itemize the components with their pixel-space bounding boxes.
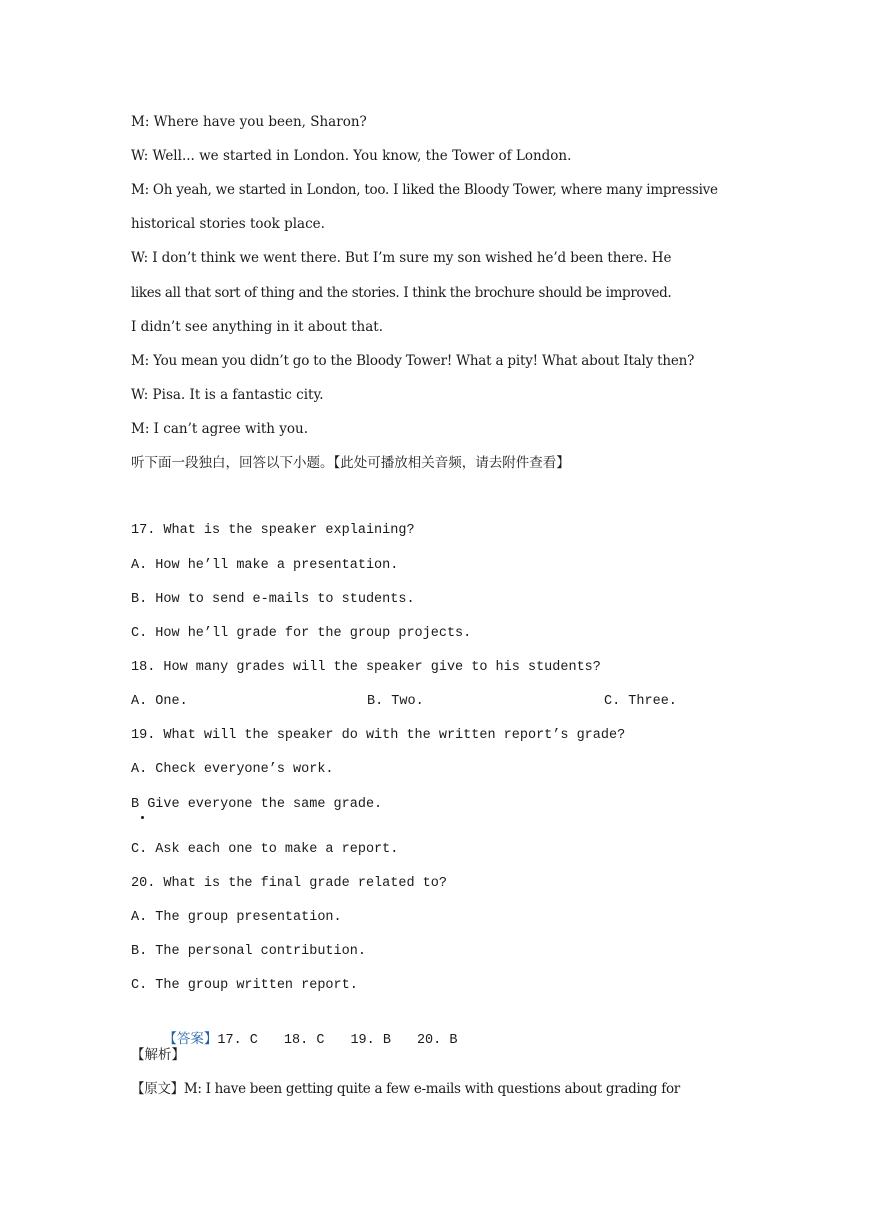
dialogue-line: W: Well... we started in London. You know, the Tower of London. bbox=[131, 148, 572, 164]
option-20b: B. The personal contribution. bbox=[131, 944, 366, 959]
answer-item: 19. B bbox=[350, 1033, 391, 1048]
original-text-line bbox=[131, 1080, 680, 1098]
option-18a: A. One. bbox=[131, 694, 188, 709]
original-label: 【原文】 bbox=[131, 1081, 184, 1097]
dialogue-line: W: Pisa. It is a fantastic city. bbox=[131, 387, 324, 403]
option-17b: B. How to send e-mails to students. bbox=[131, 592, 415, 607]
answer-item: 17. C bbox=[217, 1033, 258, 1048]
option-20a: A. The group presentation. bbox=[131, 910, 342, 925]
answer-label: 【答案】 bbox=[163, 1031, 218, 1047]
option-18c: C. Three. bbox=[604, 694, 677, 709]
dialogue-line: M: I can’t agree with you. bbox=[131, 421, 309, 437]
option-20c: C. The group written report. bbox=[131, 978, 358, 993]
option-17c: C. How he’ll grade for the group projects. bbox=[131, 626, 472, 641]
dialogue-line: W: I don’t think we went there. But I’m sure my son wished he’d been there. He bbox=[131, 250, 672, 266]
option-19c: C. Ask each one to make a report. bbox=[131, 842, 399, 857]
listening-instruction: 听下面一段独白，回答以下小题。【此处可播放相关音频，请去附件查看】 bbox=[131, 455, 570, 471]
question-17: 17. What is the speaker explaining? bbox=[131, 523, 415, 538]
option-19b: B Give everyone the same grade. bbox=[131, 797, 383, 812]
dialogue-line: historical stories took place. bbox=[131, 216, 325, 232]
option-18b: B. Two. bbox=[367, 694, 424, 709]
option-17a: A. How he’ll make a presentation. bbox=[131, 558, 399, 573]
dialogue-line: M: Where have you been, Sharon? bbox=[131, 114, 367, 130]
stray-dot bbox=[141, 816, 144, 819]
dialogue-line: M: You mean you didn’t go to the Bloody Tower! What a pity! What about Italy then? bbox=[131, 353, 695, 369]
question-20: 20. What is the final grade related to? bbox=[131, 876, 447, 891]
question-19: 19. What will the speaker do with the written report’s grade? bbox=[131, 728, 626, 743]
dialogue-line: I didn’t see anything in it about that. bbox=[131, 319, 384, 335]
option-19a: A. Check everyone’s work. bbox=[131, 762, 334, 777]
analysis-label: 【解析】 bbox=[131, 1047, 185, 1063]
original-text: M: I have been getting quite a few e-mails with questions about grading for bbox=[183, 1081, 680, 1097]
question-18: 18. How many grades will the speaker give to his students? bbox=[131, 660, 601, 675]
answer-item: 20. B bbox=[416, 1033, 458, 1048]
dialogue-line: likes all that sort of thing and the stories. I think the brochure should be improved. bbox=[131, 285, 672, 301]
dialogue-line: M: Oh yeah, we started in London, too. I liked the Bloody Tower, where many impressive bbox=[131, 182, 718, 198]
answer-item: 18. C bbox=[283, 1033, 325, 1048]
